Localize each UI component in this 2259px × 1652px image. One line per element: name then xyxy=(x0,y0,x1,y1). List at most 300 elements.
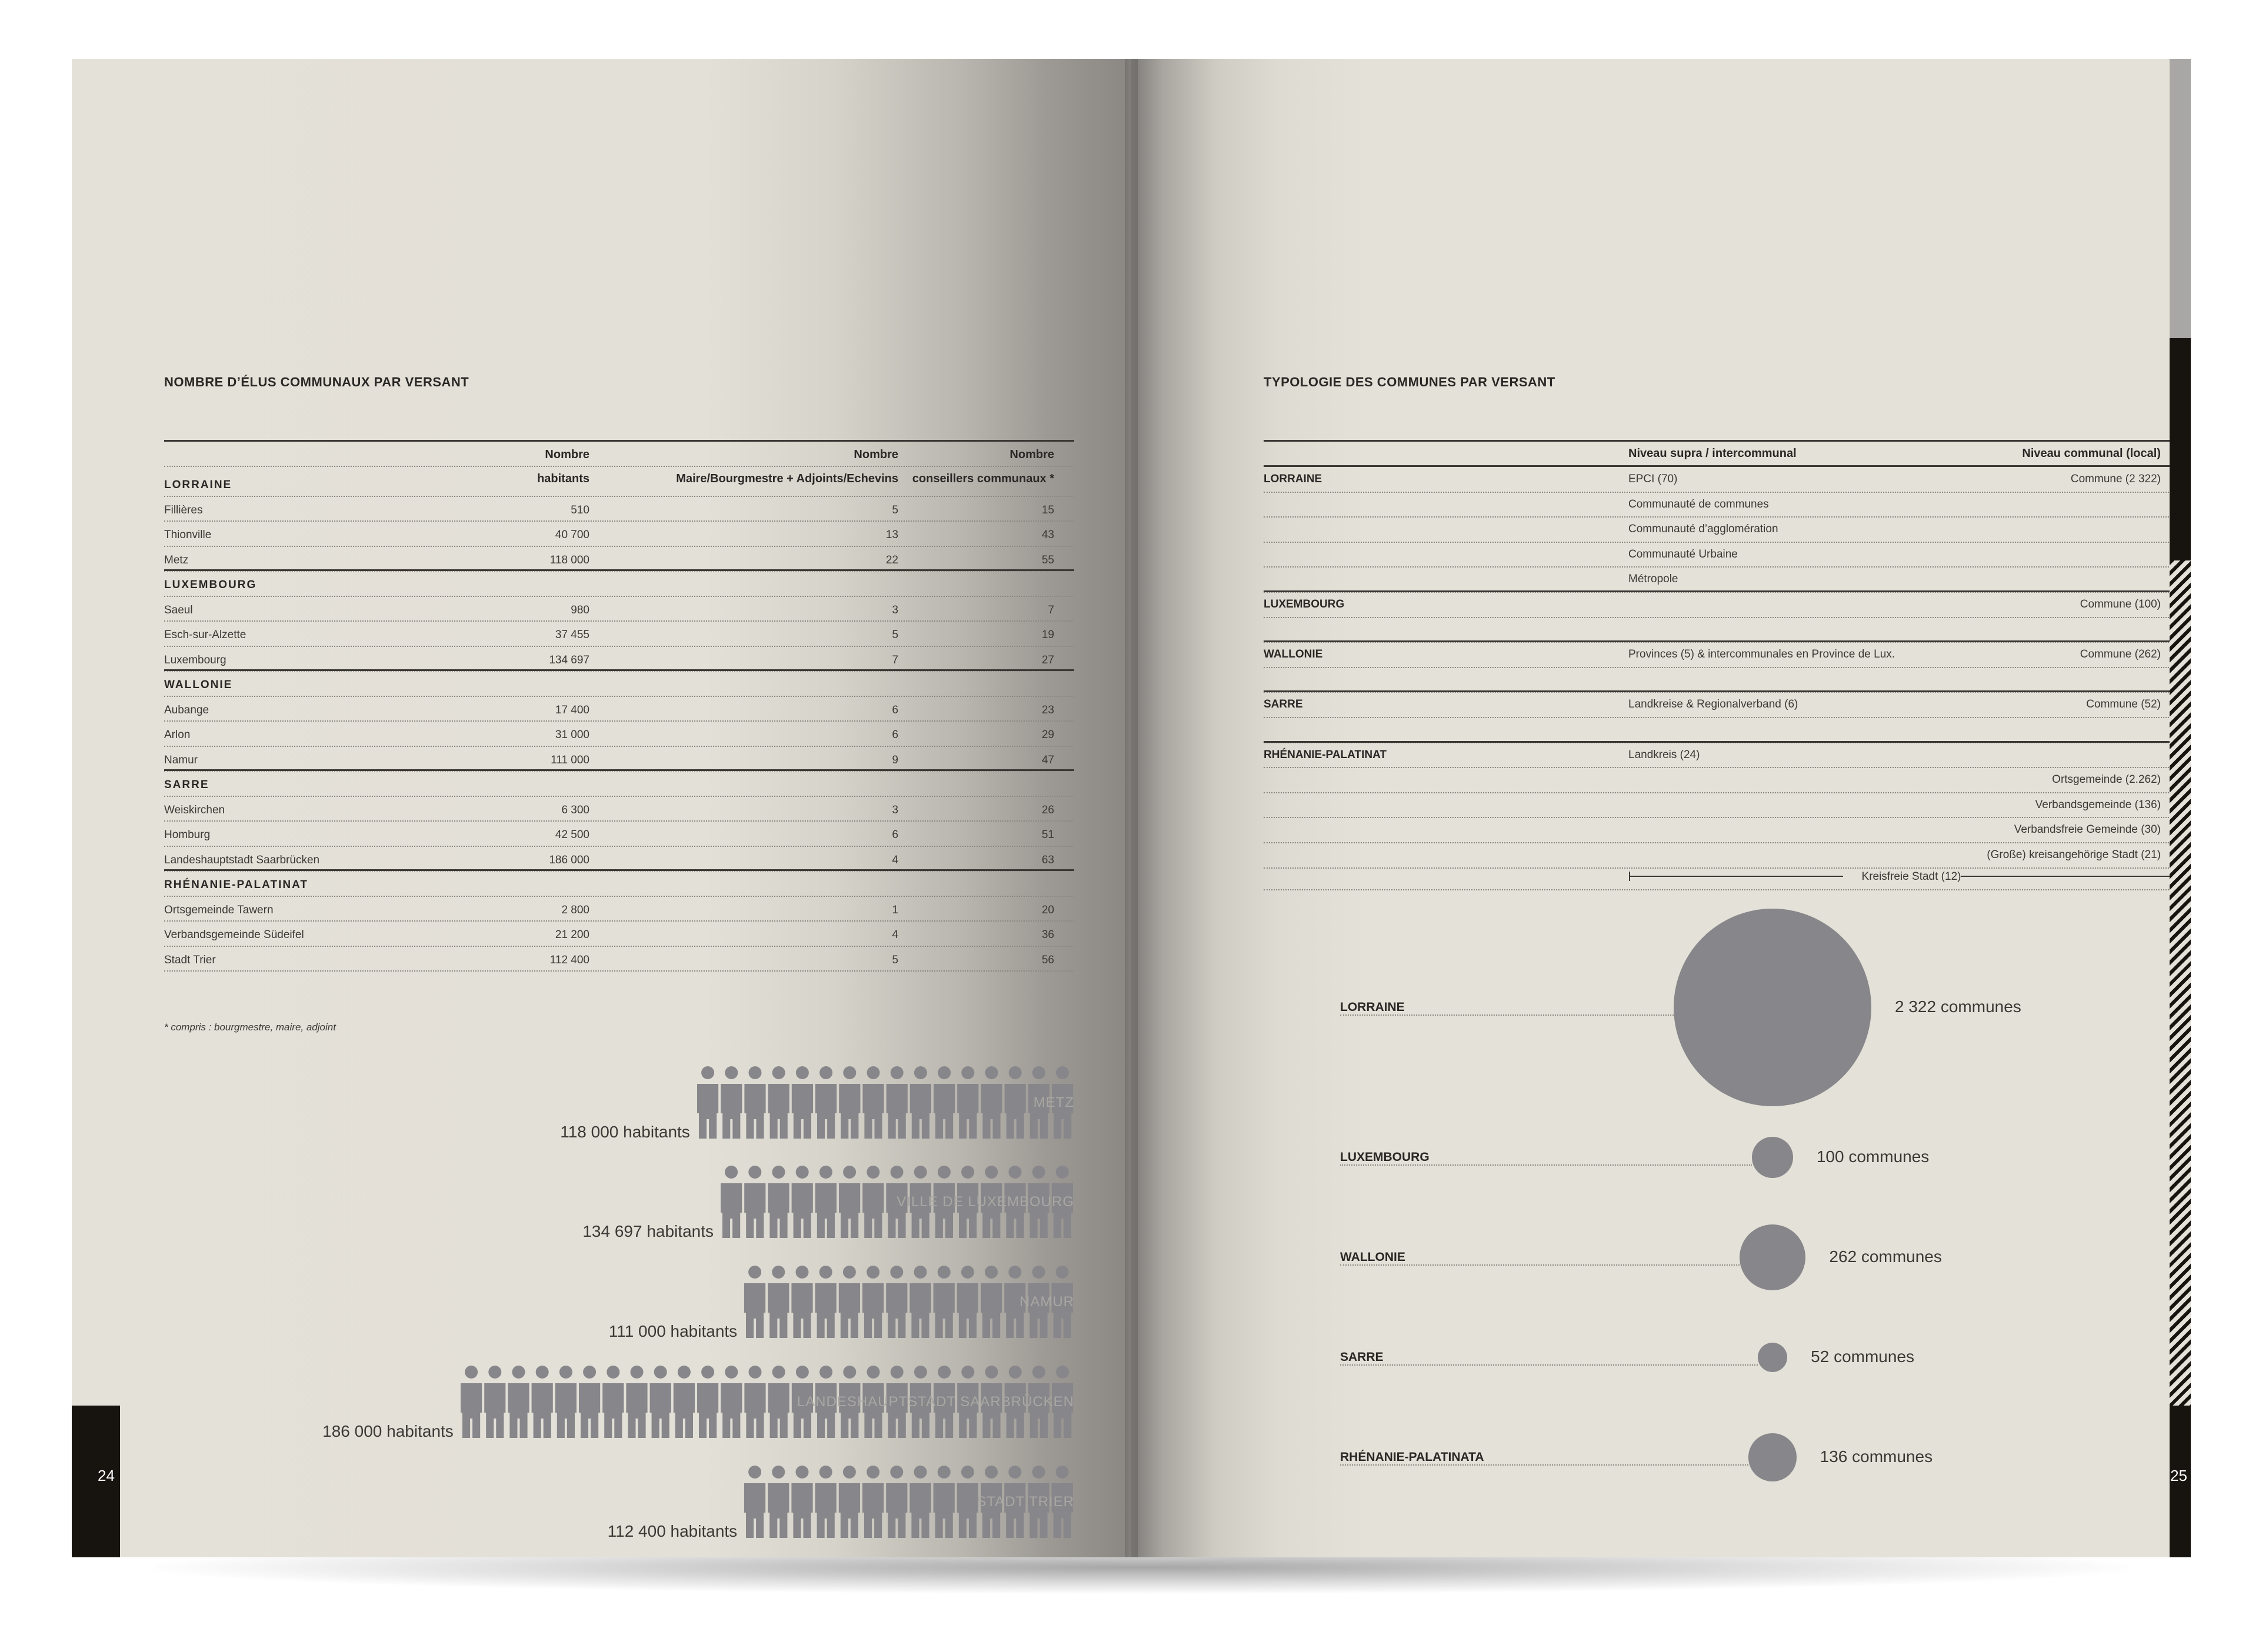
row-name: Esch-sur-Alzette xyxy=(164,629,246,641)
person-body xyxy=(934,1383,955,1438)
person-head xyxy=(819,1466,832,1479)
region-label: SARRE xyxy=(1264,698,1303,711)
person-body xyxy=(839,1283,860,1338)
picto-habitants: 186 000 habitants xyxy=(322,1422,454,1440)
person-head xyxy=(796,1166,809,1179)
row-habitants: 186 000 xyxy=(549,853,589,866)
person-body xyxy=(886,1084,907,1139)
row-divider xyxy=(164,796,1074,797)
supra-cell: Communauté de communes xyxy=(1628,498,1769,510)
header-maire-1: Nombre xyxy=(854,448,898,461)
row-habitants: 42 500 xyxy=(555,829,589,841)
person-body xyxy=(626,1383,647,1438)
person-head xyxy=(465,1366,478,1379)
person-body xyxy=(508,1383,529,1438)
left-page xyxy=(72,59,1131,1557)
row-name: Luxembourg xyxy=(164,653,226,666)
person-head xyxy=(843,1466,856,1479)
person-body xyxy=(697,1084,718,1139)
person-body xyxy=(1052,1283,1073,1338)
person-head xyxy=(725,1166,738,1179)
person-head xyxy=(772,1066,785,1079)
bubble-leader xyxy=(1340,1364,1758,1366)
row-name: Thionville xyxy=(164,529,212,541)
person-body xyxy=(862,1183,884,1238)
person-head xyxy=(1008,1266,1021,1279)
row-habitants: 134 697 xyxy=(549,653,589,666)
row-maire: 13 xyxy=(885,529,898,541)
person-head xyxy=(914,1066,927,1079)
left-section-title: NOMBRE D’ÉLUS COMMUNAUX PAR VERSANT xyxy=(164,375,469,389)
local-cell: Commune (2 322) xyxy=(2070,473,2161,485)
bubble-value-label: 262 communes xyxy=(1829,1247,1942,1266)
row-conseillers: 7 xyxy=(1048,603,1054,616)
row-maire: 7 xyxy=(892,653,898,666)
picto-city-name: STADT TRIER xyxy=(977,1494,1074,1510)
bubble xyxy=(1674,909,1871,1106)
person-body xyxy=(910,1283,931,1338)
person-body xyxy=(839,1383,860,1438)
person-head xyxy=(1032,1366,1045,1379)
header-habitants-1: Nombre xyxy=(545,448,589,461)
group-divider xyxy=(164,669,1074,671)
person-head xyxy=(630,1366,643,1379)
person-head xyxy=(748,1266,761,1279)
person-head xyxy=(701,1066,714,1079)
local-cell: Commune (100) xyxy=(2080,598,2161,610)
bubble xyxy=(1740,1224,1806,1291)
bubble-value-label: 100 communes xyxy=(1816,1147,1930,1166)
person-body xyxy=(674,1383,695,1438)
person-body xyxy=(721,1383,742,1438)
person-head xyxy=(535,1366,548,1379)
person-body xyxy=(910,1483,931,1538)
person-head xyxy=(772,1466,785,1479)
person-body xyxy=(1004,1383,1025,1438)
person-body xyxy=(957,1183,978,1238)
person-body xyxy=(792,1283,813,1338)
row-habitants: 112 400 xyxy=(549,953,589,966)
region-divider xyxy=(1264,741,2174,743)
right-table-top-rule xyxy=(1264,440,2174,442)
person-head xyxy=(819,1166,832,1179)
row-conseillers: 23 xyxy=(1041,703,1054,716)
row-divider xyxy=(1264,516,2174,518)
row-divider xyxy=(164,920,1074,922)
person-body xyxy=(1004,1283,1025,1338)
person-head xyxy=(1032,1166,1045,1179)
person-head xyxy=(890,1366,903,1379)
row-habitants: 21 200 xyxy=(555,929,589,941)
row-habitants: 37 455 xyxy=(555,629,589,641)
row-divider xyxy=(1264,817,2174,818)
person-head xyxy=(583,1366,596,1379)
person-head xyxy=(843,1066,856,1079)
person-head xyxy=(961,1366,974,1379)
person-head xyxy=(914,1166,927,1179)
person-body xyxy=(461,1383,482,1438)
row-conseillers: 26 xyxy=(1041,803,1054,816)
bubble-region: WALLONIE xyxy=(1340,1250,1405,1264)
person-head xyxy=(890,1466,903,1479)
person-head xyxy=(985,1066,998,1079)
person-body xyxy=(957,1084,978,1139)
row-divider xyxy=(164,520,1074,522)
row-divider xyxy=(1264,842,2174,843)
person-head xyxy=(796,1066,809,1079)
left-table-top-rule xyxy=(164,440,1074,442)
row-habitants: 118 000 xyxy=(549,553,589,566)
bubble-leader xyxy=(1340,1264,1740,1266)
row-conseillers: 36 xyxy=(1041,929,1054,941)
person-head xyxy=(772,1266,785,1279)
row-name: Fillières xyxy=(164,503,203,516)
row-divider xyxy=(1264,792,2174,793)
person-body xyxy=(484,1383,505,1438)
person-body xyxy=(768,1483,789,1538)
region-divider xyxy=(1264,640,2174,642)
bubble-value-label: 136 communes xyxy=(1820,1447,1933,1466)
group-divider xyxy=(164,869,1074,871)
person-head xyxy=(843,1166,856,1179)
row-conseillers: 29 xyxy=(1041,729,1054,741)
row-name: Arlon xyxy=(164,729,191,741)
person-head xyxy=(961,1266,974,1279)
row-divider xyxy=(164,546,1074,547)
region-label: RHÉNANIE-PALATINAT xyxy=(1264,748,1387,761)
person-body xyxy=(815,1483,837,1538)
person-head xyxy=(1008,1466,1021,1479)
row-divider xyxy=(164,946,1074,947)
region-label: LORRAINE xyxy=(1264,473,1322,485)
row-conseillers: 51 xyxy=(1041,829,1054,841)
person-body xyxy=(862,1383,884,1438)
local-cell: Ortsgemeinde (2.262) xyxy=(2052,773,2161,786)
row-name: Namur xyxy=(164,753,198,766)
person-head xyxy=(1009,1166,1022,1179)
person-head xyxy=(938,1266,951,1279)
person-head xyxy=(891,1166,904,1179)
person-body xyxy=(981,1283,1002,1338)
person-head xyxy=(890,1066,903,1079)
picto-city-name: NAMUR xyxy=(1019,1294,1074,1310)
person-head xyxy=(725,1066,738,1079)
person-head xyxy=(559,1366,572,1379)
person-head xyxy=(985,1366,998,1379)
row-divider xyxy=(1264,617,2174,618)
row-name: Stadt Trier xyxy=(164,953,216,966)
row-maire: 4 xyxy=(892,853,898,866)
row-name: Verbandsgemeinde Südeifel xyxy=(164,929,304,941)
row-divider xyxy=(1264,717,2174,718)
row-maire: 1 xyxy=(892,903,898,916)
person-body xyxy=(1028,1183,1049,1238)
person-head xyxy=(1056,1466,1069,1479)
person-head xyxy=(772,1366,785,1379)
person-head xyxy=(1032,1466,1045,1479)
bubble-value-label: 2 322 communes xyxy=(1895,997,2021,1016)
supra-cell: Communauté d’agglomération xyxy=(1628,523,1778,536)
row-divider xyxy=(1264,767,2174,768)
person-body xyxy=(981,1483,1002,1538)
person-body xyxy=(862,1084,884,1139)
supra-cell: Métropole xyxy=(1628,573,1678,586)
row-conseillers: 56 xyxy=(1041,953,1054,966)
row-divider xyxy=(1264,566,2174,568)
person-head xyxy=(867,1266,879,1279)
group-label: RHÉNANIE-PALATINAT xyxy=(164,879,308,891)
person-body xyxy=(886,1383,907,1438)
supra-cell: Landkreise & Regionalverband (6) xyxy=(1628,698,1798,711)
person-head xyxy=(938,1366,951,1379)
person-head xyxy=(701,1366,714,1379)
group-label: WALLONIE xyxy=(164,679,233,691)
kreisfreie-divider xyxy=(1264,889,2174,890)
right-header-rule xyxy=(1264,465,2174,467)
row-divider xyxy=(1264,542,2174,543)
person-head xyxy=(796,1266,809,1279)
row-maire: 5 xyxy=(892,503,898,516)
header-supra: Niveau supra / intercommunal xyxy=(1628,447,1797,460)
picto-habitants: 112 400 habitants xyxy=(607,1522,738,1540)
person-head xyxy=(1056,1066,1069,1079)
row-maire: 3 xyxy=(892,803,898,816)
page-number-left: 24 xyxy=(98,1467,115,1484)
person-head xyxy=(1056,1266,1069,1279)
person-body xyxy=(602,1383,624,1438)
person-body xyxy=(957,1483,978,1538)
row-maire: 6 xyxy=(892,729,898,741)
person-body xyxy=(910,1183,931,1238)
page-tab-stripes xyxy=(2170,560,2191,1406)
local-cell: Verbandsfreie Gemeinde (30) xyxy=(2014,823,2161,836)
region-divider xyxy=(1264,590,2174,592)
row-habitants: 40 700 xyxy=(555,529,589,541)
row-habitants: 111 000 xyxy=(551,753,589,766)
person-head xyxy=(1056,1166,1069,1179)
person-head xyxy=(961,1066,974,1079)
person-head xyxy=(1008,1366,1021,1379)
person-body xyxy=(744,1183,765,1238)
row-name: Weiskirchen xyxy=(164,803,225,816)
row-divider xyxy=(164,746,1074,747)
person-body xyxy=(1004,1183,1025,1238)
person-head xyxy=(985,1266,998,1279)
person-body xyxy=(839,1183,860,1238)
person-head xyxy=(819,1366,832,1379)
region-label: LUXEMBOURG xyxy=(1264,598,1345,610)
person-head xyxy=(654,1366,667,1379)
person-body xyxy=(815,1084,837,1139)
bubble-leader xyxy=(1340,1464,1748,1466)
person-head xyxy=(1056,1366,1069,1379)
person-head xyxy=(748,1166,761,1179)
person-head xyxy=(938,1166,951,1179)
person-body xyxy=(981,1183,1002,1238)
region-label: WALLONIE xyxy=(1264,648,1323,661)
row-divider xyxy=(164,970,1074,972)
group-label: LUXEMBOURG xyxy=(164,579,257,591)
person-head xyxy=(796,1366,809,1379)
page-number-right: 25 xyxy=(2170,1467,2187,1484)
row-maire: 6 xyxy=(892,829,898,841)
row-divider xyxy=(164,720,1074,722)
row-maire: 5 xyxy=(892,953,898,966)
row-divider xyxy=(164,620,1074,622)
header-conseillers-2: conseillers communaux * xyxy=(912,472,1054,485)
local-cell: (Große) kreisangehörige Stadt (21) xyxy=(1987,849,2161,861)
right-page xyxy=(1131,59,2191,1557)
row-habitants: 980 xyxy=(571,603,589,616)
person-body xyxy=(1052,1084,1073,1139)
row-divider xyxy=(164,646,1074,647)
person-body xyxy=(744,1383,765,1438)
row-conseillers: 15 xyxy=(1041,503,1054,516)
person-head xyxy=(914,1366,927,1379)
person-body xyxy=(981,1383,1002,1438)
person-head xyxy=(914,1266,927,1279)
person-body xyxy=(531,1383,552,1438)
row-habitants: 2 800 xyxy=(561,903,589,916)
person-body xyxy=(886,1483,907,1538)
person-body xyxy=(649,1383,671,1438)
person-body xyxy=(792,1483,813,1538)
person-head xyxy=(512,1366,525,1379)
person-head xyxy=(678,1366,691,1379)
person-body xyxy=(862,1283,884,1338)
person-body xyxy=(886,1283,907,1338)
person-head xyxy=(843,1266,856,1279)
group-divider xyxy=(164,569,1074,571)
bubble-leader xyxy=(1340,1014,1674,1016)
person-head xyxy=(748,1466,761,1479)
person-head xyxy=(488,1366,501,1379)
bubble-region: RHÉNANIE-PALATINATA xyxy=(1340,1450,1484,1464)
book-spread xyxy=(72,59,2191,1557)
person-body xyxy=(721,1183,742,1238)
person-head xyxy=(607,1366,619,1379)
person-body xyxy=(792,1183,813,1238)
row-divider xyxy=(1264,667,2174,668)
row-maire: 3 xyxy=(892,603,898,616)
person-body xyxy=(934,1183,955,1238)
person-head xyxy=(890,1266,903,1279)
person-body xyxy=(744,1084,765,1139)
row-name: Aubange xyxy=(164,703,209,716)
header-conseillers-1: Nombre xyxy=(1009,448,1054,461)
person-head xyxy=(961,1466,974,1479)
region-divider xyxy=(1264,690,2174,692)
group-divider xyxy=(164,769,1074,771)
bubble-region: SARRE xyxy=(1340,1350,1384,1364)
person-body xyxy=(934,1084,955,1139)
kreisfreie-label: Kreisfreie Stadt (12) xyxy=(1861,870,1961,883)
person-body xyxy=(839,1084,860,1139)
row-divider xyxy=(1264,867,2174,869)
picto-habitants: 111 000 habitants xyxy=(608,1322,738,1340)
row-divider xyxy=(164,896,1074,897)
person-body xyxy=(957,1283,978,1338)
person-head xyxy=(867,1366,879,1379)
person-head xyxy=(1032,1066,1045,1079)
row-name: Ortsgemeinde Tawern xyxy=(164,903,274,916)
row-conseillers: 47 xyxy=(1041,753,1054,766)
person-body xyxy=(839,1483,860,1538)
person-body xyxy=(579,1383,600,1438)
bubble-leader xyxy=(1340,1164,1752,1166)
bubble xyxy=(1748,1433,1796,1481)
group-label: SARRE xyxy=(164,779,209,791)
header-divider xyxy=(164,466,1074,467)
person-head xyxy=(748,1366,761,1379)
row-conseillers: 43 xyxy=(1041,529,1054,541)
row-habitants: 31 000 xyxy=(555,729,589,741)
supra-cell: Communauté Urbaine xyxy=(1628,548,1738,560)
row-maire: 4 xyxy=(892,929,898,941)
person-head xyxy=(843,1366,856,1379)
person-body xyxy=(1052,1383,1073,1438)
local-cell: Commune (52) xyxy=(2086,698,2161,711)
picto-city-name: VILLE DE LUXEMBOURG xyxy=(897,1194,1074,1210)
person-head xyxy=(725,1366,738,1379)
person-head xyxy=(938,1066,951,1079)
person-head xyxy=(985,1166,998,1179)
picto-habitants: 134 697 habitants xyxy=(582,1222,714,1240)
person-body xyxy=(555,1383,577,1438)
person-head xyxy=(867,1066,879,1079)
person-head xyxy=(961,1166,974,1179)
person-head xyxy=(819,1266,832,1279)
person-head xyxy=(985,1466,998,1479)
row-divider xyxy=(164,496,1074,497)
person-body xyxy=(1004,1084,1025,1139)
bubble xyxy=(1758,1343,1787,1372)
person-body xyxy=(886,1183,907,1238)
person-body xyxy=(768,1183,789,1238)
person-body xyxy=(957,1383,978,1438)
person-body xyxy=(744,1483,765,1538)
person-head xyxy=(867,1166,879,1179)
row-name: Saeul xyxy=(164,603,193,616)
row-name: Homburg xyxy=(164,829,211,841)
supra-cell: Provinces (5) & intercommunales en Province de Lux. xyxy=(1628,648,1895,661)
footnote: * compris : bourgmestre, maire, adjoint xyxy=(164,1022,336,1033)
header-local: Niveau communal (local) xyxy=(2022,447,2161,460)
person-body xyxy=(862,1483,884,1538)
person-body xyxy=(1028,1483,1049,1538)
person-body xyxy=(1028,1084,1049,1139)
book-spine xyxy=(1125,59,1138,1557)
picto-city-name: LANDESHAUPTSTADT SAARBRÜCKEN xyxy=(797,1394,1074,1410)
row-divider xyxy=(164,596,1074,597)
row-conseillers: 63 xyxy=(1041,853,1054,866)
person-body xyxy=(1028,1283,1049,1338)
local-cell: Commune (262) xyxy=(2080,648,2161,661)
group-label: LORRAINE xyxy=(164,479,232,491)
row-conseillers: 55 xyxy=(1041,553,1054,566)
bubble-region: LUXEMBOURG xyxy=(1340,1150,1430,1164)
person-body xyxy=(981,1084,1002,1139)
person-head xyxy=(772,1166,785,1179)
person-body xyxy=(934,1483,955,1538)
person-body xyxy=(792,1383,813,1438)
bubble-region: LORRAINE xyxy=(1340,1000,1405,1014)
person-body xyxy=(910,1084,931,1139)
person-head xyxy=(914,1466,927,1479)
right-section-title: TYPOLOGIE DES COMMUNES PAR VERSANT xyxy=(1264,375,1555,389)
person-body xyxy=(1052,1483,1073,1538)
person-body xyxy=(815,1283,837,1338)
